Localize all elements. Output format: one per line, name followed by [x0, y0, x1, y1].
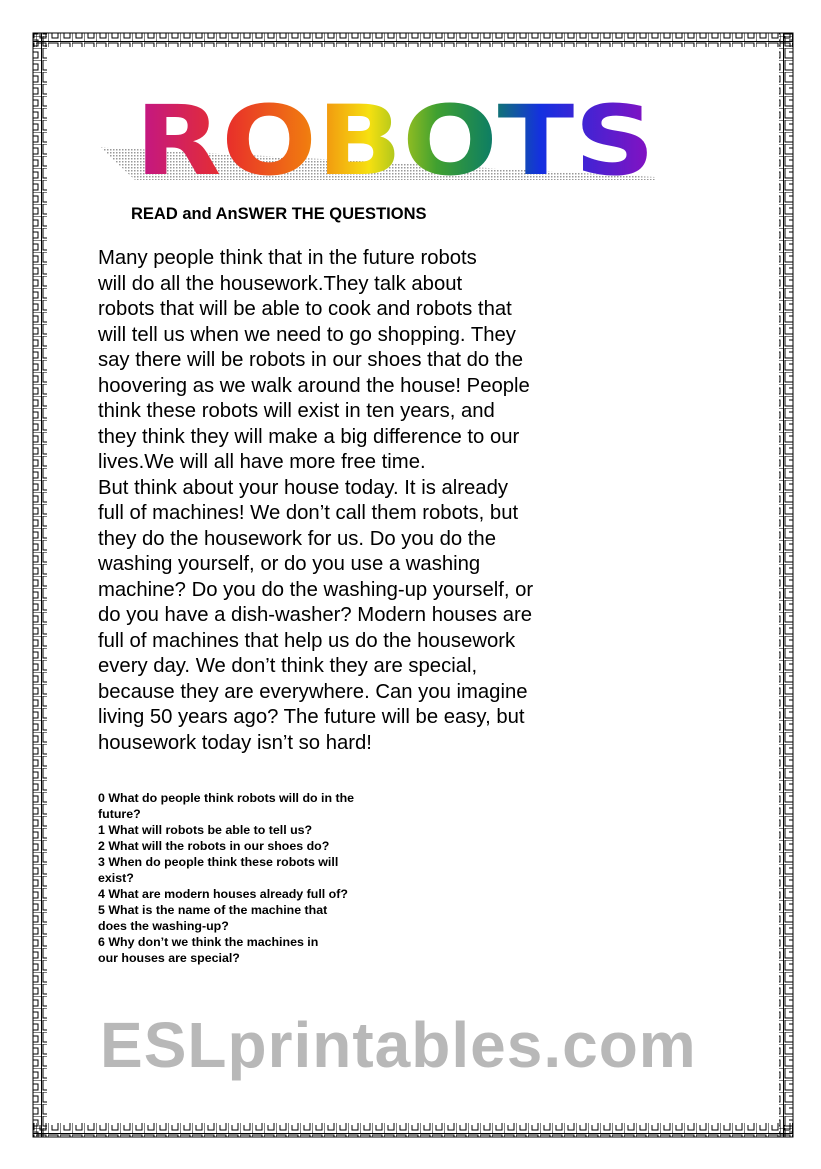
passage-line: full of machines that help us do the housework: [98, 629, 516, 652]
passage-line: will do all the housework.They talk about: [98, 272, 463, 295]
passage-line: do you have a dish-washer? Modern houses are: [98, 604, 533, 626]
questions-list: [98, 790, 354, 966]
passage-line: every day. We don’t think they are special,: [98, 655, 478, 677]
question-line: 3 When do people think these robots will: [98, 855, 339, 869]
passage-line: housework today isn’t so hard!: [98, 731, 372, 754]
question-line: 4 What are modern houses already full of?: [98, 887, 348, 901]
question-line: our houses are special?: [98, 951, 240, 965]
passage-line: they think they will make a big difference to our: [98, 425, 520, 448]
question-line: 0 What do people think robots will do in the: [98, 791, 355, 805]
passage-line: full of machines! We don’t call them robots, but: [98, 502, 519, 524]
passage-line: will tell us when we need to go shopping. They: [98, 323, 516, 346]
logo-text: ROBOTS: [135, 92, 655, 187]
question-line: 1 What will robots be able to tell us?: [98, 823, 313, 837]
instructions-heading: READ and AnSWER THE QUESTIONS: [131, 205, 427, 223]
reading-passage: [98, 246, 533, 756]
passage-line: say there will be robots in our shoes that do the: [98, 349, 524, 371]
passage-line: living 50 years ago? The future will be easy, but: [98, 706, 525, 728]
passage-line: Many people think that in the future robots: [98, 247, 477, 269]
passage-line: they do the housework for us. Do you do the: [98, 527, 496, 550]
question-line: future?: [98, 807, 141, 821]
question-line: 5 What is the name of the machine that: [98, 903, 328, 917]
question-line: 2 What will the robots in our shoes do?: [98, 839, 330, 853]
watermark: ESLprintables.com: [100, 1009, 697, 1081]
robots-logo: [95, 92, 675, 187]
question-line: 6 Why don’t we think the machines in: [98, 935, 319, 949]
passage-line: hoovering as we walk around the house! People: [98, 374, 530, 397]
passage-line: lives.We will all have more free time.: [98, 451, 426, 473]
passage-line: But think about your house today. It is already: [98, 476, 509, 499]
passage-line: because they are everywhere. Can you imagine: [98, 680, 528, 703]
question-line: exist?: [98, 871, 134, 885]
passage-line: think these robots will exist in ten years, and: [98, 400, 495, 422]
passage-line: machine? Do you do the washing-up yourself, or: [98, 578, 534, 601]
passage-line: washing yourself, or do you use a washing: [98, 553, 481, 575]
question-line: does the washing-up?: [98, 919, 229, 933]
passage-line: robots that will be able to cook and robots that: [98, 298, 512, 320]
